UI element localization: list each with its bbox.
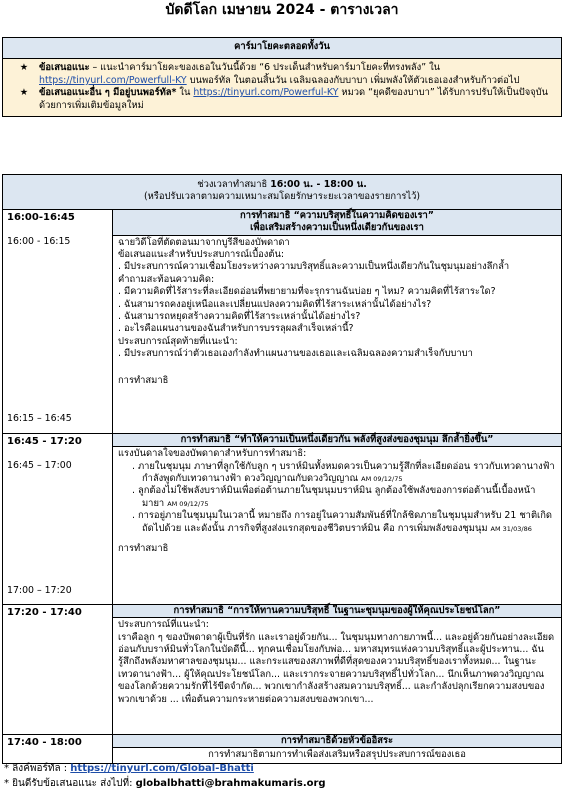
time-slot: 16:45 - 17:20 bbox=[7, 435, 82, 447]
session-body: แรงบันดาลใจของบัพดาดาสำหรับการทำสมาธิ: . ภายในชุมนุม ภาษาที่ลูกใช้กับลูก ๆ บราห์มินทั้งหมดควรเป็นความรู้สึกที่ละเอียดอ่อน ราวกับเทวดานางฟ้ากำลังพูดกับเทวดานางฟ้า ดวงวิญญาณกับดวงวิญญาณ AM 09/12/75 . ลูกต้องไม่ใช้พลังบราห์มินเพื่อต่อต้านภายในชุมนุมบราห์มิน ลูกต้องใช้พลังของการต่อต้านนี้เบื้องหน้ามายา AM 09/12/75 . การอยู่ภายในชุมนุมในเวลานี้ หมายถึง การอยู่ในความสัมพันธ์ที่ใกล้ชิดภายในชุมนุมสำหรับ 21 ชาติเกิดถัดไปด้วย และดังนั้น ภารกิจที่สูงส่งแรกสุดของชีวิตบราห์มิน คือ การเพิ่มพลังของชุมนุม AM 31/03/86 การทำสมาธิ bbox=[118, 448, 555, 555]
star-icon: ★ bbox=[19, 62, 29, 74]
karma-yoga-header: คาร์มาโยคะตลอดทั้งวัน bbox=[3, 38, 561, 59]
schedule-header: ช่วงเวลาทำสมาธิ 16:00 น. - 18:00 น. (หรือปรับเวลาตามความเหมาะสมโดยรักษาระยะเวลาของรายการไว้) bbox=[3, 175, 561, 210]
footer: * ลิงค์พอร์ทัล : https://tinyurl.com/Global-Bhatti * ยินดีรับข้อเสนอแนะ ส่งไปที่: globalbhatti@brahmakumaris.org bbox=[4, 763, 326, 789]
sub-time: 16:15 – 16:45 bbox=[7, 412, 72, 424]
powerful-ky-link-2[interactable]: https://tinyurl.com/Powerful-KY bbox=[193, 87, 339, 99]
session-body: การทำสมาธิตามการทำเพื่อส่งเสริมหรือสรุปประสบการณ์ของเธอ bbox=[208, 749, 466, 761]
schedule-row bbox=[3, 605, 561, 735]
schedule-row bbox=[3, 735, 561, 763]
sub-time: 17:00 – 17:20 bbox=[7, 584, 72, 596]
time-slot: 16:00-16:45 bbox=[7, 211, 75, 223]
powerful-ky-link[interactable]: https://tinyurl.com/Powerfull-KY bbox=[39, 74, 187, 86]
time-slot: 17:20 - 17:40 bbox=[7, 606, 82, 618]
global-bhatti-link[interactable]: https://tinyurl.com/Global-Bhatti bbox=[70, 763, 254, 774]
karma-yoga-box bbox=[2, 37, 562, 117]
sub-time: 16:45 – 17:00 bbox=[7, 459, 72, 471]
session-title: การทำสมาธิด้วยหัวข้ออิสระ bbox=[113, 735, 561, 748]
session-title: การทำสมาธิ “การให้ทานความบริสุทธิ์ ในฐานะชุมนุมของผู้ให้คุณประโยชน์โลก” bbox=[113, 605, 561, 618]
sub-time: 16:00 - 16:15 bbox=[7, 235, 71, 247]
time-slot: 17:40 - 18:00 bbox=[7, 736, 82, 748]
feedback-email[interactable]: globalbhatti@brahmakumaris.org bbox=[135, 778, 326, 789]
karma-yoga-body bbox=[3, 59, 561, 116]
session-body: ประสบการณ์ที่แนะนำ: เราคือลูก ๆ ของบัพดาดาผู้เป็นที่รัก และเราอยู่ด้วยกัน... ในชุมนุมทางกายภาพนี้... และอยู่ด้วยกันอย่างละเอียดอ่อนกับบราห์มินทั่วโลกในบัดดีนี้... ทุกคนเชื่อมโยงกับพ่อ... มหาสมุทรแห่งความบริสุทธิ์และผู้ประทาน... ฉันรู้สึกถึงพลังมหาศาลของชุมนุม... และกระแสของสภาพที่ดีที่สุดของความบริสุทธิ์ของเราทั้งหมด... ในฐานะเทวดานางฟ้า... ผู้ให้คุณประโยชน์โลก... และเรากระจายความบริสุทธิ์ไปทั่วโลก... นึกเห็นภาพดวงวิญญาณของโลกด้วยความรักที่ไร้ขีดจำกัด... พวกเขากำลังสร้างสมความบริสุทธิ์... และกำลังปลุกเรียกความสงบของพวกเขาด้วย ... เพื่อต้นความกระหายต่อความสงบของพวกเขา... bbox=[118, 619, 555, 705]
star-icon: ★ bbox=[19, 87, 29, 99]
schedule-table bbox=[2, 174, 562, 764]
schedule-row bbox=[3, 210, 561, 434]
session-body: ฉายวิดีโอที่ตัดตอนมาจากบูรีสีของบัพดาดา ข้อเสนอแนะสำหรับประสบการณ์เบื้องต้น: . มีประสบการณ์ความเชื่อมโยงระหว่างความบริสุทธิ์และความเป็นหนึ่งเดียวกันในชุมนุมอย่างลึกล้ำ คำถามสะท้อนความคิด: . มีความคิดที่ไร้สาระที่ละเอียดอ่อนที่พยายามที่จะรุกรานฉันบ่อย ๆ ไหม? ความคิดที่ไร้สาระใด? . ฉันสามารถคงอยู่เหนือและเปลี่ยนแปลงความคิดที่ไร้สาระเหล่านั้นได้อย่างไร? . ฉันสามารถหยุดสร้างความคิดที่ไร้สาระเหล่านั้นได้อย่างไร? . อะไรคือแผนงานของฉันสำหรับการบรรลุผลสำเร็จเหล่านี้? ประสบการณ์สุดท้ายที่แนะนำ: . มีประสบการณ์ว่าตัวเธอเองกำลังทำแผนงานของเธอและเฉลิมฉลองความสำเร็จกับบาบา การทำสมาธิ bbox=[118, 236, 510, 386]
schedule-row bbox=[3, 434, 561, 605]
session-title: การทำสมาธิ “ความบริสุทธิ์ในความคิดของเรา” เพื่อเสริมสร้างความเป็นหนึ่งเดียวกันของเรา bbox=[113, 210, 561, 236]
karma-yoga-item-1: ★ ข้อเสนอแนะ – แนะนำคาร์มาโยคะของเธอในวันนี้ด้วย “6 ประเด็นสำหรับคาร์มาโยคะที่ทรงพลัง” ใน https://tinyurl.com/Powerfull-KY บนพอร์ทัล ในตอนสิ้นวัน เฉลิมฉลองกับบาบา เพิ่มพลังให้ตัวเธอเองสำหรับก้าวต่อไป bbox=[9, 62, 555, 87]
karma-yoga-item-2: ★ ข้อเสนอแนะอื่น ๆ มีอยู่บนพอร์ทัล* ใน https://tinyurl.com/Powerful-KY หมวด “ยุคดีของบาบา” ได้รับการปรับให้เป็นปัจจุบันด้วยการเพิ่มเติมข้อมูลใหม่ bbox=[9, 87, 555, 112]
page-title: บัดดีโลก เมษายน 2024 - ตารางเวลา bbox=[165, 2, 399, 18]
session-title: การทำสมาธิ “ทำให้ความเป็นหนึ่งเดียวกัน พลังที่สูงส่งของชุมนุม ลึกล้ำยิ่งขึ้น” bbox=[113, 434, 561, 447]
